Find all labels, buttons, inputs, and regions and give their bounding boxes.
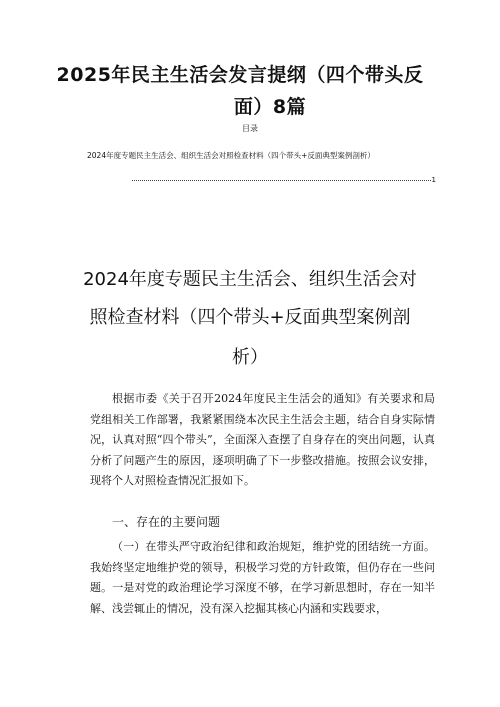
- section-title-line-2: 照检查材料（四个带头+反面典型案例剖: [89, 307, 411, 328]
- toc-dot-leader: [132, 180, 431, 181]
- heading-main-problems: 一、存在的主要问题: [112, 515, 221, 529]
- toc-entry[interactable]: 2024年度专题民主生活会、组织生活会对照检查材料（四个带头+反面典型案例剖析）: [87, 151, 375, 160]
- toc-heading: 目录: [242, 124, 258, 133]
- document-title-line-1: 2025年民主生活会发言提纲（四个带头反: [56, 64, 424, 86]
- document-title-line-2: 面）8篇: [233, 96, 307, 118]
- section-title-line-1: 2024年度专题民主生活会、组织生活会对: [83, 269, 417, 290]
- toc-page-number: 1: [431, 176, 436, 184]
- item-1-paragraph: （一）在带头严守政治纪律和政治规矩，维护党的团结统一方面。我始终坚定地维护党的领导，积极学习党的方针政策，但仍存在一些问题。一是对党的政治理论学习深度不够，在学习新思想时，存在一知半解、浅尝辄止的情况，没有深入挖掘其核心内涵和实践要求，: [90, 540, 435, 615]
- toc-leader-line: [132, 172, 436, 184]
- section-title-line-3: 析）: [232, 347, 268, 368]
- intro-paragraph: 根据市委《关于召开2024年度民主生活会的通知》有关要求和局党组相关工作部署，我紧紧围绕本次民主生活会主题，结合自身实际情况，认真对照“四个带头”，全面深入查摆了自身存在的突出问题，认真分析了问题产生的原因，逐项明确了下一步整改措施。按照会议安排，现将个人对照检查情况汇报如下。: [90, 392, 435, 487]
